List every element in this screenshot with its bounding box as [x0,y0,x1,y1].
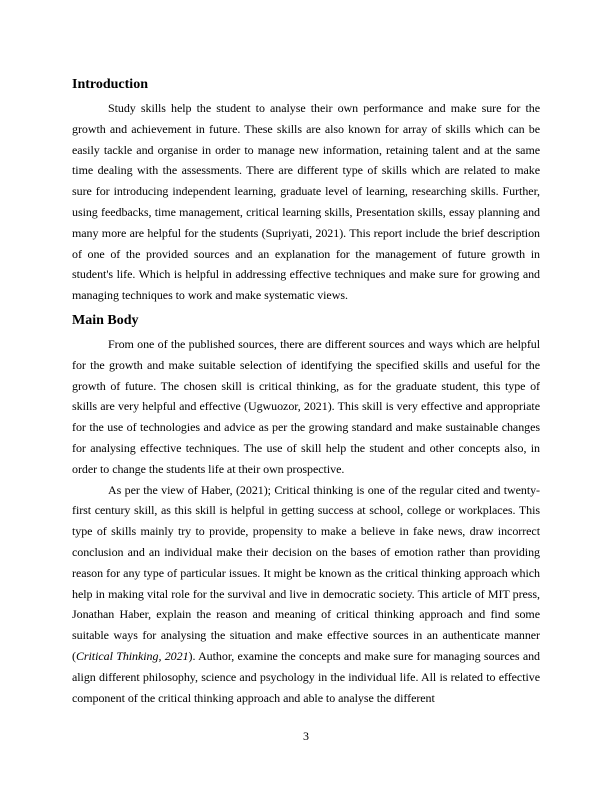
main-body-paragraph-1: From one of the published sources, there are different sources and ways which are helpful for the growth and make suitable selection of identifying the specified skills and useful for the growth of future. The chosen skill is critical thinking, as for the graduate student, this type of skills are very helpful and effective (Ugwuozor, 2021). This skill is very effective and appropriate for the use of technologies and advice as per the growing standard and make sustainable changes for analysing effective techniques. The use of skill help the student and other concepts also, in order to change the students life at their own prospective. [72,336,540,476]
paragraph-2-text-b: ). Author, examine the concepts and make sure for managing sources and align different philosophy, science and psychology in the individual life. All is related to effective component of the critical thinking approach and able to analyse the different [72,648,541,705]
paragraph-2-citation: Critical Thinking, 2021 [75,648,189,663]
introduction-heading: Introduction [72,77,148,92]
document-page [72,76,540,708]
main-body-paragraph-2 [72,480,540,709]
introduction-paragraph: Study skills help the student to analyse their own performance and make sure for the growth and achievement in future. These skills are also known for array of skills which can be easily tackle and organise in order to manage new information, retaining talent and at the same time dealing with the assessments. There are different type of skills which are related to make sure for introducing independent learning, graduate level of learning, researching skills. Further, using feedbacks, time management, critical learning skills, Presentation skills, essay planning and many more are helpful for the students (Supriyati, 2021). This report include the brief description of one of the provided sources and an explanation for the management of future growth in student's life. Which is helpful in addressing effective techniques and make sure for growing and managing techniques to work and make systematic views. [72,101,540,303]
main-body-heading: Main Body [72,312,139,328]
page-number: 3 [303,729,309,743]
paragraph-2-text-a: As per the view of Haber, (2021); Critical thinking is one of the regular cited and twenty-first century skill, as this skill is helpful in getting success at school, college or workplaces. This type of skills mainly try to provide, propensity to make a believe in fake news, draw incorrect conclusion and an individual make their decision on the bases of emotion rather than providing reason for any type of particular issues. It might be known as the critical thinking approach which help in making vital role for the survival and live in democratic society. This article of MIT press, Jonathan Haber, explain the reason and meaning of critical thinking approach and find some suitable ways for analysing the situation and make effective sources in an authenticate manner ( [72,482,540,663]
